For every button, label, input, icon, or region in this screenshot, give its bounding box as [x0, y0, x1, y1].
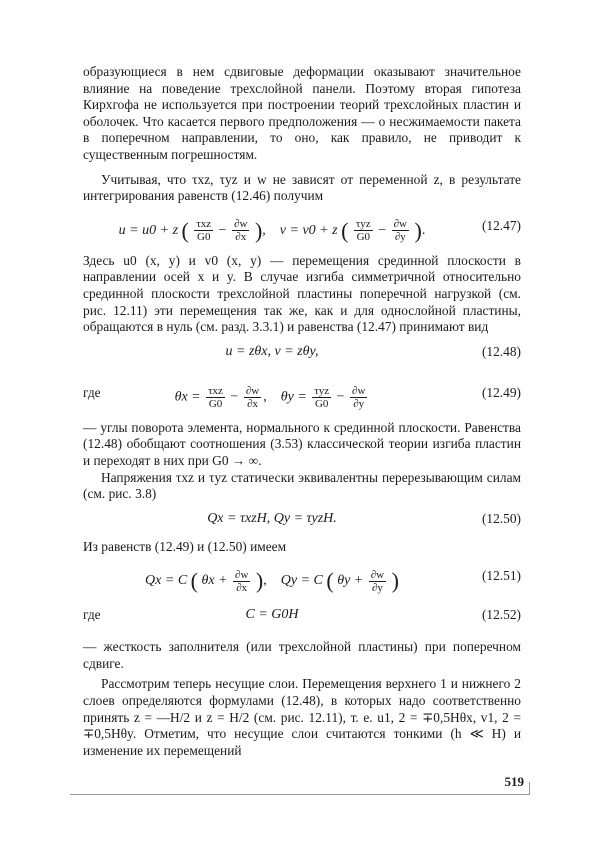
paragraph-4: — углы поворота элемента, нормального к срединной плоскости. Равенства (12.48) обобщают соотношения (3.53) классической теории изгиба пластин и переходят в них при G0 → ∞. — [83, 419, 521, 468]
denominator: G0 — [208, 397, 223, 410]
eq-12-50-body: Qx = τxzH, Qy = τyzH. — [207, 510, 337, 526]
paragraph-5: Напряжения τxz и τyz статически эквивалентны перерезывающим силам (см. рис. 3.8) — [83, 469, 521, 502]
numerator: τxz — [196, 218, 212, 231]
paragraph-6: Из равенств (12.49) и (12.50) имеем — [83, 538, 287, 554]
eq-12-48-body: u = zθx, v = zθy, — [225, 343, 319, 359]
fraction — [312, 385, 331, 410]
theta-term: θy + — [337, 573, 364, 589]
fraction — [350, 385, 367, 410]
fraction — [354, 218, 373, 243]
equation-12-51 — [83, 555, 521, 599]
fraction — [392, 218, 409, 243]
equation-number: (12.50) — [481, 510, 521, 526]
paragraph-7: — жесткость заполнителя (или трехслойной пластины) при поперечном сдвиге. — [83, 639, 521, 671]
eq-12-51-qx: Qx = C — [145, 573, 188, 589]
equation-12-47 — [83, 205, 521, 249]
denominator: ∂y — [353, 397, 365, 410]
paren-open: ( — [326, 568, 334, 594]
denominator: ∂x — [247, 397, 259, 410]
paren-close: ) — [414, 217, 422, 243]
paren-close: ) — [254, 217, 263, 243]
paren-close: ) — [391, 568, 399, 594]
page-footer — [70, 770, 530, 796]
numerator: ∂w — [352, 384, 366, 397]
equation-12-48 — [83, 336, 521, 372]
numerator: ∂w — [235, 568, 249, 581]
separator: , — [262, 222, 266, 238]
fraction — [244, 385, 261, 410]
minus-sign: − — [378, 222, 387, 238]
numerator: τxz — [208, 384, 223, 397]
page-number: 519 — [504, 774, 524, 789]
eq-12-47-u-lhs: u = u0 + z — [118, 222, 179, 238]
numerator: τyz — [355, 218, 371, 231]
paren-open: ( — [190, 568, 198, 594]
separator: , — [263, 389, 267, 405]
equation-number: (12.49) — [481, 384, 521, 400]
equation-12-50 — [83, 503, 521, 539]
equation-number: (12.51) — [481, 568, 521, 584]
equation-number: (12.48) — [481, 343, 521, 359]
corner-tick — [529, 782, 530, 794]
denominator: ∂x — [236, 581, 248, 594]
minus-sign: − — [218, 222, 227, 238]
paragraph-8: Рассмотрим теперь несущие слои. Перемещения верхнего 1 и нижнего 2 слоев определяются формулами (12.48), в которых надо соответственно принять z = —H/2 и z = H/2 (см. рис. 12.11), т. е. u1, 2 = ∓0,5Hθx, v1, 2 = ∓0,5Hθy. Отметим, что несущие слои считаются тонкими (h ≪ H) и изменение их перемещений — [83, 676, 521, 758]
fraction — [194, 218, 213, 243]
denominator: ∂x — [235, 231, 247, 244]
numerator: ∂w — [370, 568, 385, 581]
where-label: где — [83, 384, 101, 400]
denominator: G0 — [356, 231, 371, 244]
paren-close: ) — [255, 568, 264, 594]
footer-rule — [70, 794, 530, 795]
paragraph-2: Учитывая, что τxz, τyz и w не зависят от переменной z, в результате интегрирования равенств (12.46) получим — [83, 171, 521, 204]
denominator: ∂y — [371, 581, 383, 594]
theta-term: θx + — [201, 573, 228, 589]
page-body — [83, 64, 521, 759]
paragraph-3: Здесь u0 (x, y) и v0 (x, y) — перемещения срединной плоскости в направлении осей x и y. В случае изгиба симметричной относительно срединной плоскости трехслойной пластины поперечной нагрузкой (см. рис. 12.11) эти перемещения так же, как и для однослойной пластины, обращаются в нуль (см. разд. 3.3.1) и равенства (12.47) принимают вид — [83, 252, 521, 335]
denominator: ∂y — [394, 231, 406, 244]
fraction — [232, 218, 249, 243]
eq-12-47-v-lhs: v = v0 + z — [279, 222, 338, 238]
fraction — [369, 569, 386, 594]
numerator: ∂w — [234, 218, 248, 231]
minus-sign: − — [230, 389, 239, 405]
paragraph-1: образующиеся в нем сдвиговые деформации оказывают значительное влияние на поведение трехслойной панели. Поэтому вторая гипотеза Кирхгофа не используется при построении теорий трехслойных пластин и оболочек. Что касается первого предположения — о несжимаемости пакета в поперечном направлении, то оно, как правило, не приводит к существенным погрешностям. — [83, 64, 521, 162]
denominator: G0 — [197, 231, 211, 244]
minus-sign: − — [336, 389, 345, 405]
eq-12-49-theta-y: θy = — [280, 389, 307, 405]
numerator: ∂w — [245, 384, 260, 397]
end-mark: . — [421, 222, 426, 238]
eq-12-52-body: C = G0H — [245, 607, 299, 623]
equation-number: (12.52) — [481, 607, 521, 623]
eq-12-49-theta-x: θx = — [174, 389, 201, 405]
eq-12-51-qy: Qy = C — [280, 573, 323, 589]
fraction — [206, 385, 225, 410]
separator: , — [263, 573, 267, 589]
numerator: τyz — [314, 384, 330, 397]
where-label: где — [83, 607, 101, 623]
fraction — [233, 569, 250, 594]
equation-12-52 — [83, 599, 521, 635]
paren-open: ( — [181, 217, 189, 243]
paren-open: ( — [341, 217, 349, 243]
numerator: ∂w — [393, 218, 407, 231]
equation-number: (12.47) — [481, 217, 521, 233]
equation-12-49 — [83, 372, 521, 416]
denominator: G0 — [314, 397, 329, 410]
